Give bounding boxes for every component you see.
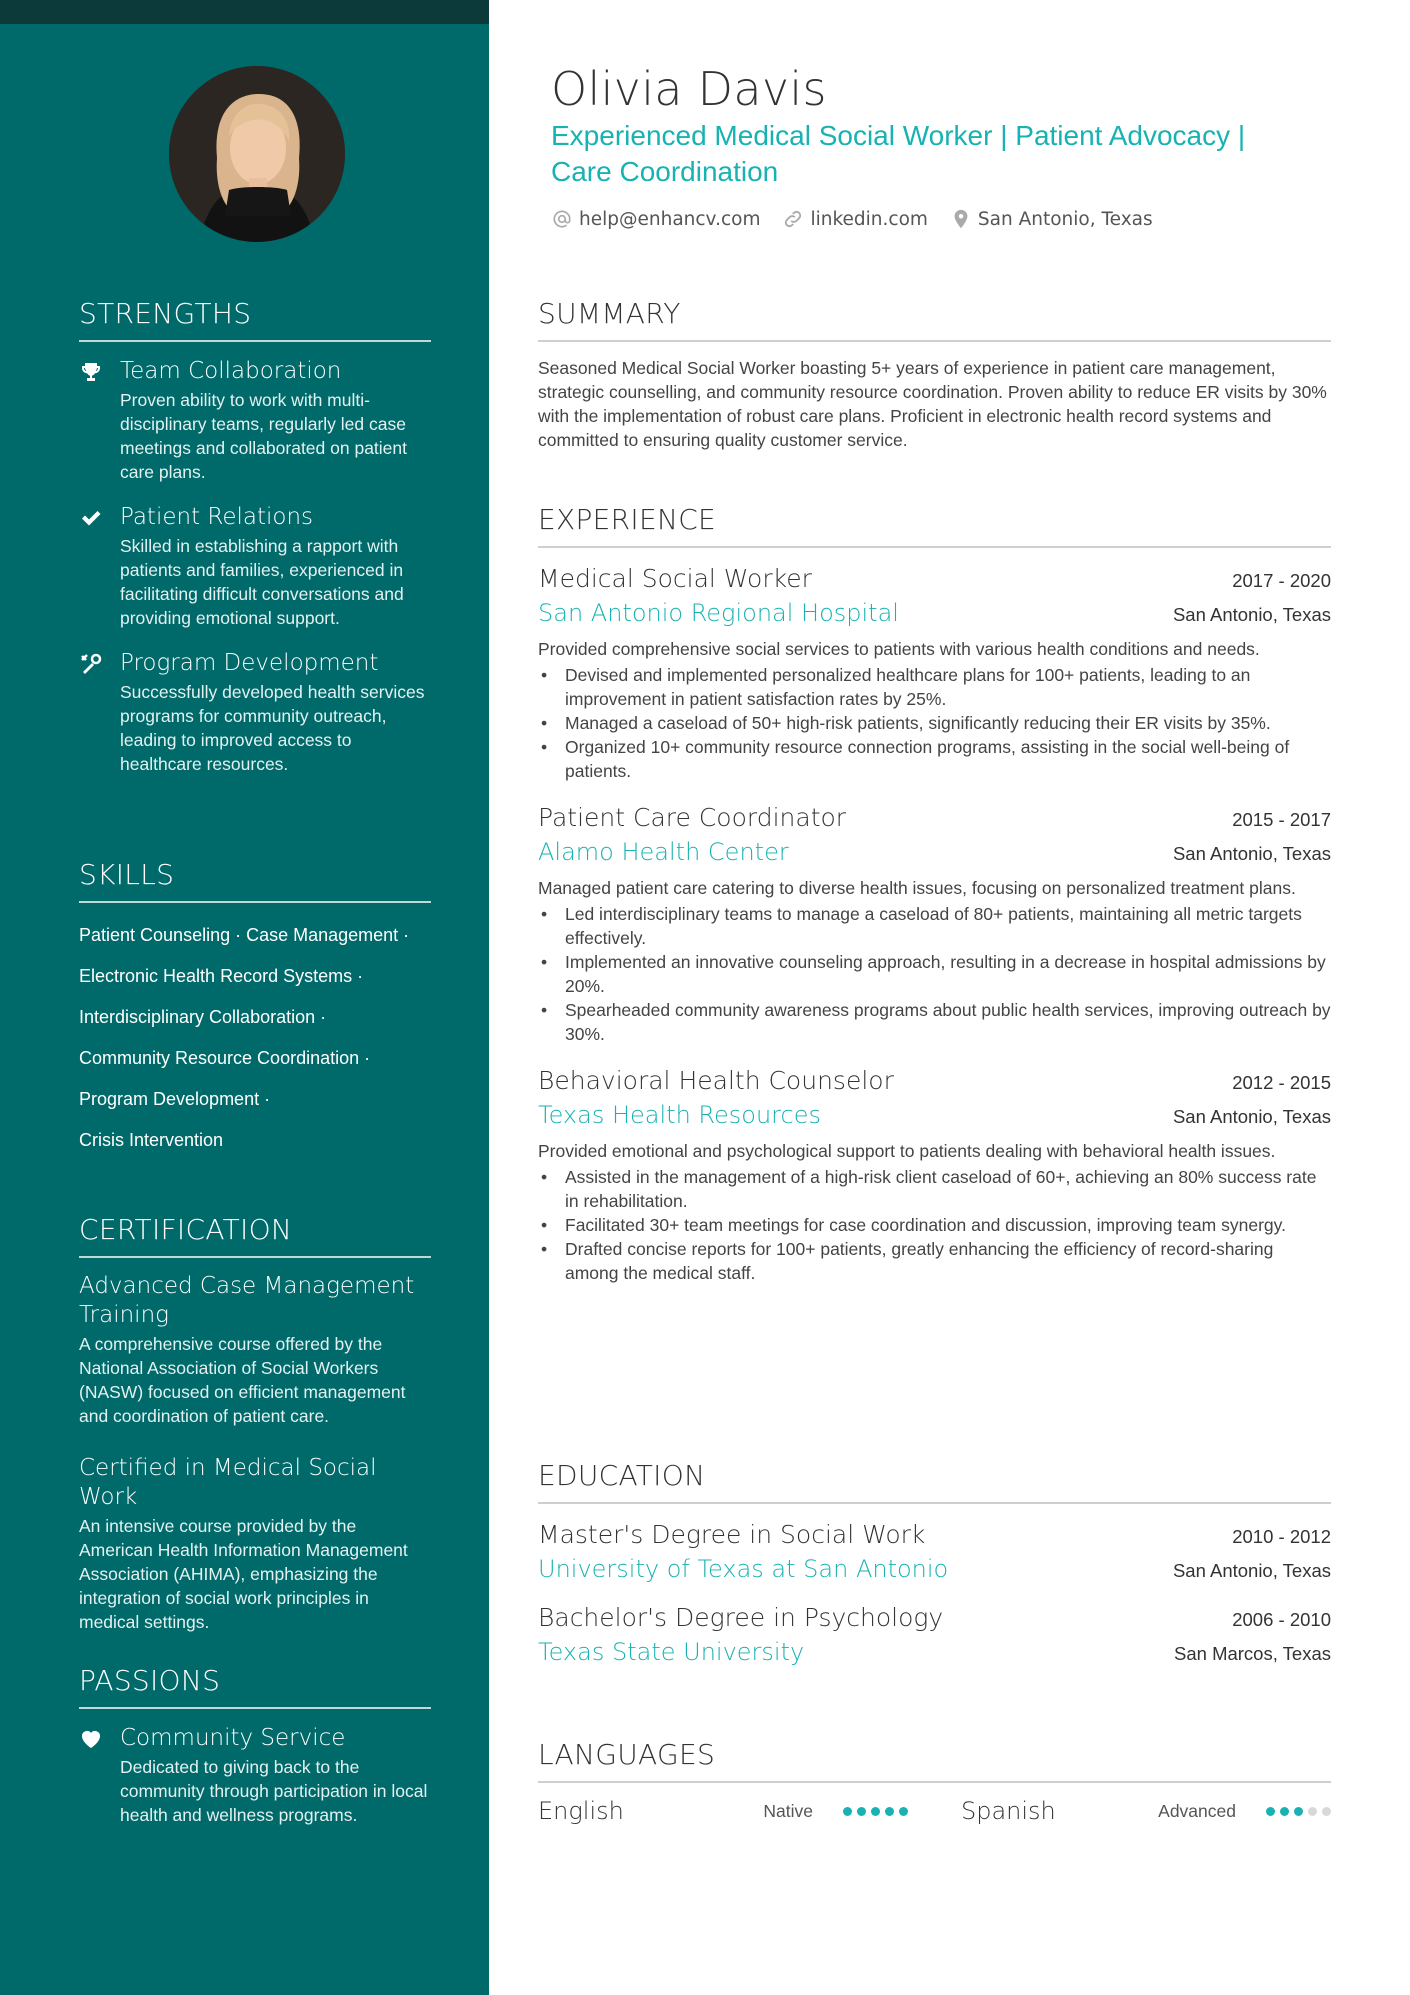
strength-desc: Proven ability to work with multi-disciplinary teams, regularly led case meetings and collaborated on patient care plans. bbox=[120, 390, 408, 482]
company-name: Texas Health Resources bbox=[538, 1101, 821, 1129]
avatar bbox=[169, 66, 345, 242]
skill-item: Crisis Intervention bbox=[79, 1130, 224, 1150]
job-location: San Antonio, Texas bbox=[1172, 1106, 1331, 1127]
heart-icon bbox=[79, 1727, 103, 1751]
rating-dot-filled bbox=[1280, 1807, 1289, 1816]
certification-name: Advanced Case Management Training bbox=[79, 1273, 415, 1328]
education-title: EDUCATION bbox=[538, 1459, 1331, 1504]
sidebar-top-band bbox=[0, 0, 489, 24]
certification-item bbox=[79, 1272, 431, 1428]
experience-title: EXPERIENCE bbox=[538, 503, 1331, 548]
rating-dot-filled bbox=[899, 1807, 908, 1816]
email-text: help@enhancv.com bbox=[579, 208, 761, 230]
linkedin-contact[interactable] bbox=[782, 208, 927, 230]
skill-item: Program Development · bbox=[79, 1089, 271, 1109]
certification-name: Certified in Medical Social Work bbox=[79, 1455, 377, 1510]
achievement-item: • Facilitated 30+ team meetings for case coordination and discussion, improving team synergy. bbox=[538, 1213, 1331, 1237]
certification-item bbox=[79, 1454, 431, 1634]
strength-desc: Successfully developed health services programs for community outreach, leading to improved access to healthcare resources. bbox=[120, 682, 425, 774]
passions-title: PASSIONS bbox=[79, 1664, 431, 1709]
certification-desc: A comprehensive course offered by the National Association of Social Workers (NASW) focused on efficient management and coordination of patient care. bbox=[79, 1334, 406, 1426]
job-dates: 2012 - 2015 bbox=[1232, 1072, 1331, 1093]
language-item bbox=[961, 1797, 1331, 1825]
job-title: Medical Social Worker bbox=[538, 564, 812, 593]
job-title: Behavioral Health Counselor bbox=[538, 1066, 894, 1095]
language-name: Spanish bbox=[961, 1797, 1056, 1825]
tools-icon bbox=[79, 652, 103, 676]
strength-title: Program Development bbox=[120, 650, 379, 676]
location-text: San Antonio, Texas bbox=[977, 208, 1153, 230]
skill-item: Electronic Health Record Systems · bbox=[79, 966, 364, 986]
company-name: San Antonio Regional Hospital bbox=[538, 599, 899, 627]
contact-bar bbox=[551, 208, 1153, 230]
job-location: San Antonio, Texas bbox=[1172, 604, 1331, 625]
job-description: Managed patient care catering to diverse health issues, focusing on personalized treatment plans. bbox=[538, 878, 1296, 898]
skill-item: Community Resource Coordination · bbox=[79, 1048, 371, 1068]
job-dates: 2017 - 2020 bbox=[1232, 570, 1331, 591]
linkedin-text: linkedin.com bbox=[810, 208, 928, 230]
language-rating bbox=[843, 1807, 908, 1816]
check-icon bbox=[79, 506, 103, 530]
strength-desc: Skilled in establishing a rapport with patients and families, experienced in facilitating difficult conversations and providing emotional support. bbox=[120, 536, 404, 628]
achievement-item: • Spearheaded community awareness programs about public health services, improving outreach by 30%. bbox=[538, 998, 1331, 1046]
job-dates: 2015 - 2017 bbox=[1232, 809, 1331, 830]
school-location: San Marcos, Texas bbox=[1174, 1643, 1331, 1664]
rating-dot-filled bbox=[1266, 1807, 1275, 1816]
language-name: English bbox=[538, 1797, 624, 1825]
degree-name: Bachelor's Degree in Psychology bbox=[538, 1603, 944, 1632]
languages-title: LANGUAGES bbox=[538, 1738, 1331, 1783]
education-dates: 2006 - 2010 bbox=[1232, 1609, 1331, 1630]
passion-desc: Dedicated to giving back to the community through participation in local health and wellness programs. bbox=[120, 1757, 428, 1825]
certification-desc: An intensive course provided by the American Health Information Management Association (AHIMA), emphasizing the integration of social work principles in medical settings. bbox=[79, 1516, 408, 1632]
job-location: San Antonio, Texas bbox=[1172, 843, 1331, 864]
rating-dot-filled bbox=[885, 1807, 894, 1816]
headline: Experienced Medical Social Worker | Patient Advocacy | Care Coordination bbox=[551, 120, 1246, 187]
skills-list bbox=[79, 915, 431, 1161]
candidate-name: Olivia Davis bbox=[551, 62, 827, 116]
link-icon bbox=[782, 208, 804, 230]
summary-section bbox=[538, 297, 1331, 452]
experience-item bbox=[538, 803, 1331, 1046]
strength-item bbox=[79, 502, 431, 630]
skill-item: Patient Counseling · Case Management · bbox=[79, 925, 410, 945]
rating-dot-filled bbox=[857, 1807, 866, 1816]
location-pin-icon bbox=[950, 208, 972, 230]
rating-dot-empty bbox=[1308, 1807, 1317, 1816]
strength-item bbox=[79, 356, 431, 484]
email-contact[interactable] bbox=[551, 208, 760, 230]
rating-dot-filled bbox=[871, 1807, 880, 1816]
rating-dot-filled bbox=[1294, 1807, 1303, 1816]
achievement-item: • Led interdisciplinary teams to manage a caseload of 80+ patients, maintaining all metric targets effectively. bbox=[538, 902, 1331, 950]
language-level: Advanced bbox=[1158, 1800, 1236, 1821]
experience-section bbox=[538, 503, 1331, 1285]
trophy-icon bbox=[79, 360, 103, 384]
language-level: Native bbox=[763, 1800, 813, 1821]
school-name: University of Texas at San Antonio bbox=[538, 1555, 949, 1583]
education-section bbox=[538, 1459, 1331, 1666]
achievement-list bbox=[538, 663, 1331, 783]
achievement-list bbox=[538, 902, 1331, 1046]
passion-item bbox=[79, 1723, 431, 1827]
passion-title: Community Service bbox=[120, 1725, 346, 1751]
school-name: Texas State University bbox=[538, 1638, 805, 1666]
strengths-title: STRENGTHS bbox=[79, 297, 431, 342]
achievement-item: • Managed a caseload of 50+ high-risk patients, significantly reducing their ER visits by 35%. bbox=[538, 711, 1331, 735]
strength-item bbox=[79, 648, 431, 776]
certification-section bbox=[79, 1213, 431, 1634]
language-rating bbox=[1266, 1807, 1331, 1816]
skill-item: Interdisciplinary Collaboration · bbox=[79, 1007, 327, 1027]
experience-item bbox=[538, 1066, 1331, 1285]
summary-text: Seasoned Medical Social Worker boasting 5+ years of experience in patient care management, strategic counselling, and community resource coordination. Proven ability to reduce ER visits by 30% with the implementation of robust care plans. Proficient in electronic health record systems and committed to ensuring quality customer service. bbox=[538, 358, 1327, 450]
job-title: Patient Care Coordinator bbox=[538, 803, 847, 832]
skills-title: SKILLS bbox=[79, 858, 431, 903]
education-item bbox=[538, 1520, 1331, 1583]
experience-item bbox=[538, 564, 1331, 783]
achievement-item: • Drafted concise reports for 100+ patients, greatly enhancing the efficiency of record-sharing among the medical staff. bbox=[538, 1237, 1331, 1285]
achievement-item: • Organized 10+ community resource connection programs, assisting in the social well-being of patients. bbox=[538, 735, 1331, 783]
education-item bbox=[538, 1603, 1331, 1666]
at-icon bbox=[551, 208, 573, 230]
company-name: Alamo Health Center bbox=[538, 838, 789, 866]
location-contact bbox=[950, 208, 1153, 230]
languages-section bbox=[538, 1738, 1331, 1825]
achievement-item: • Assisted in the management of a high-risk client caseload of 60+, achieving an 80% success rate in rehabilitation. bbox=[538, 1165, 1331, 1213]
rating-dot-empty bbox=[1322, 1807, 1331, 1816]
school-location: San Antonio, Texas bbox=[1172, 1560, 1331, 1581]
education-dates: 2010 - 2012 bbox=[1232, 1526, 1331, 1547]
certification-title: CERTIFICATION bbox=[79, 1213, 431, 1258]
strengths-section bbox=[79, 297, 431, 776]
languages-list bbox=[538, 1797, 1331, 1825]
language-item bbox=[538, 1797, 908, 1825]
strength-title: Patient Relations bbox=[120, 504, 314, 530]
achievement-list bbox=[538, 1165, 1331, 1285]
rating-dot-filled bbox=[843, 1807, 852, 1816]
achievement-item: • Implemented an innovative counseling approach, resulting in a decrease in hospital admissions by 20%. bbox=[538, 950, 1331, 998]
summary-title: SUMMARY bbox=[538, 297, 1331, 342]
job-description: Provided comprehensive social services to patients with various health conditions and needs. bbox=[538, 639, 1260, 659]
achievement-item: • Devised and implemented personalized healthcare plans for 100+ patients, leading to an improvement in patient satisfaction rates by 25%. bbox=[538, 663, 1331, 711]
strength-title: Team Collaboration bbox=[120, 358, 342, 384]
job-description: Provided emotional and psychological support to patients dealing with behavioral health issues. bbox=[538, 1141, 1276, 1161]
skills-section bbox=[79, 858, 431, 1161]
passions-section bbox=[79, 1664, 431, 1827]
degree-name: Master's Degree in Social Work bbox=[538, 1520, 926, 1549]
sidebar bbox=[0, 0, 489, 1995]
